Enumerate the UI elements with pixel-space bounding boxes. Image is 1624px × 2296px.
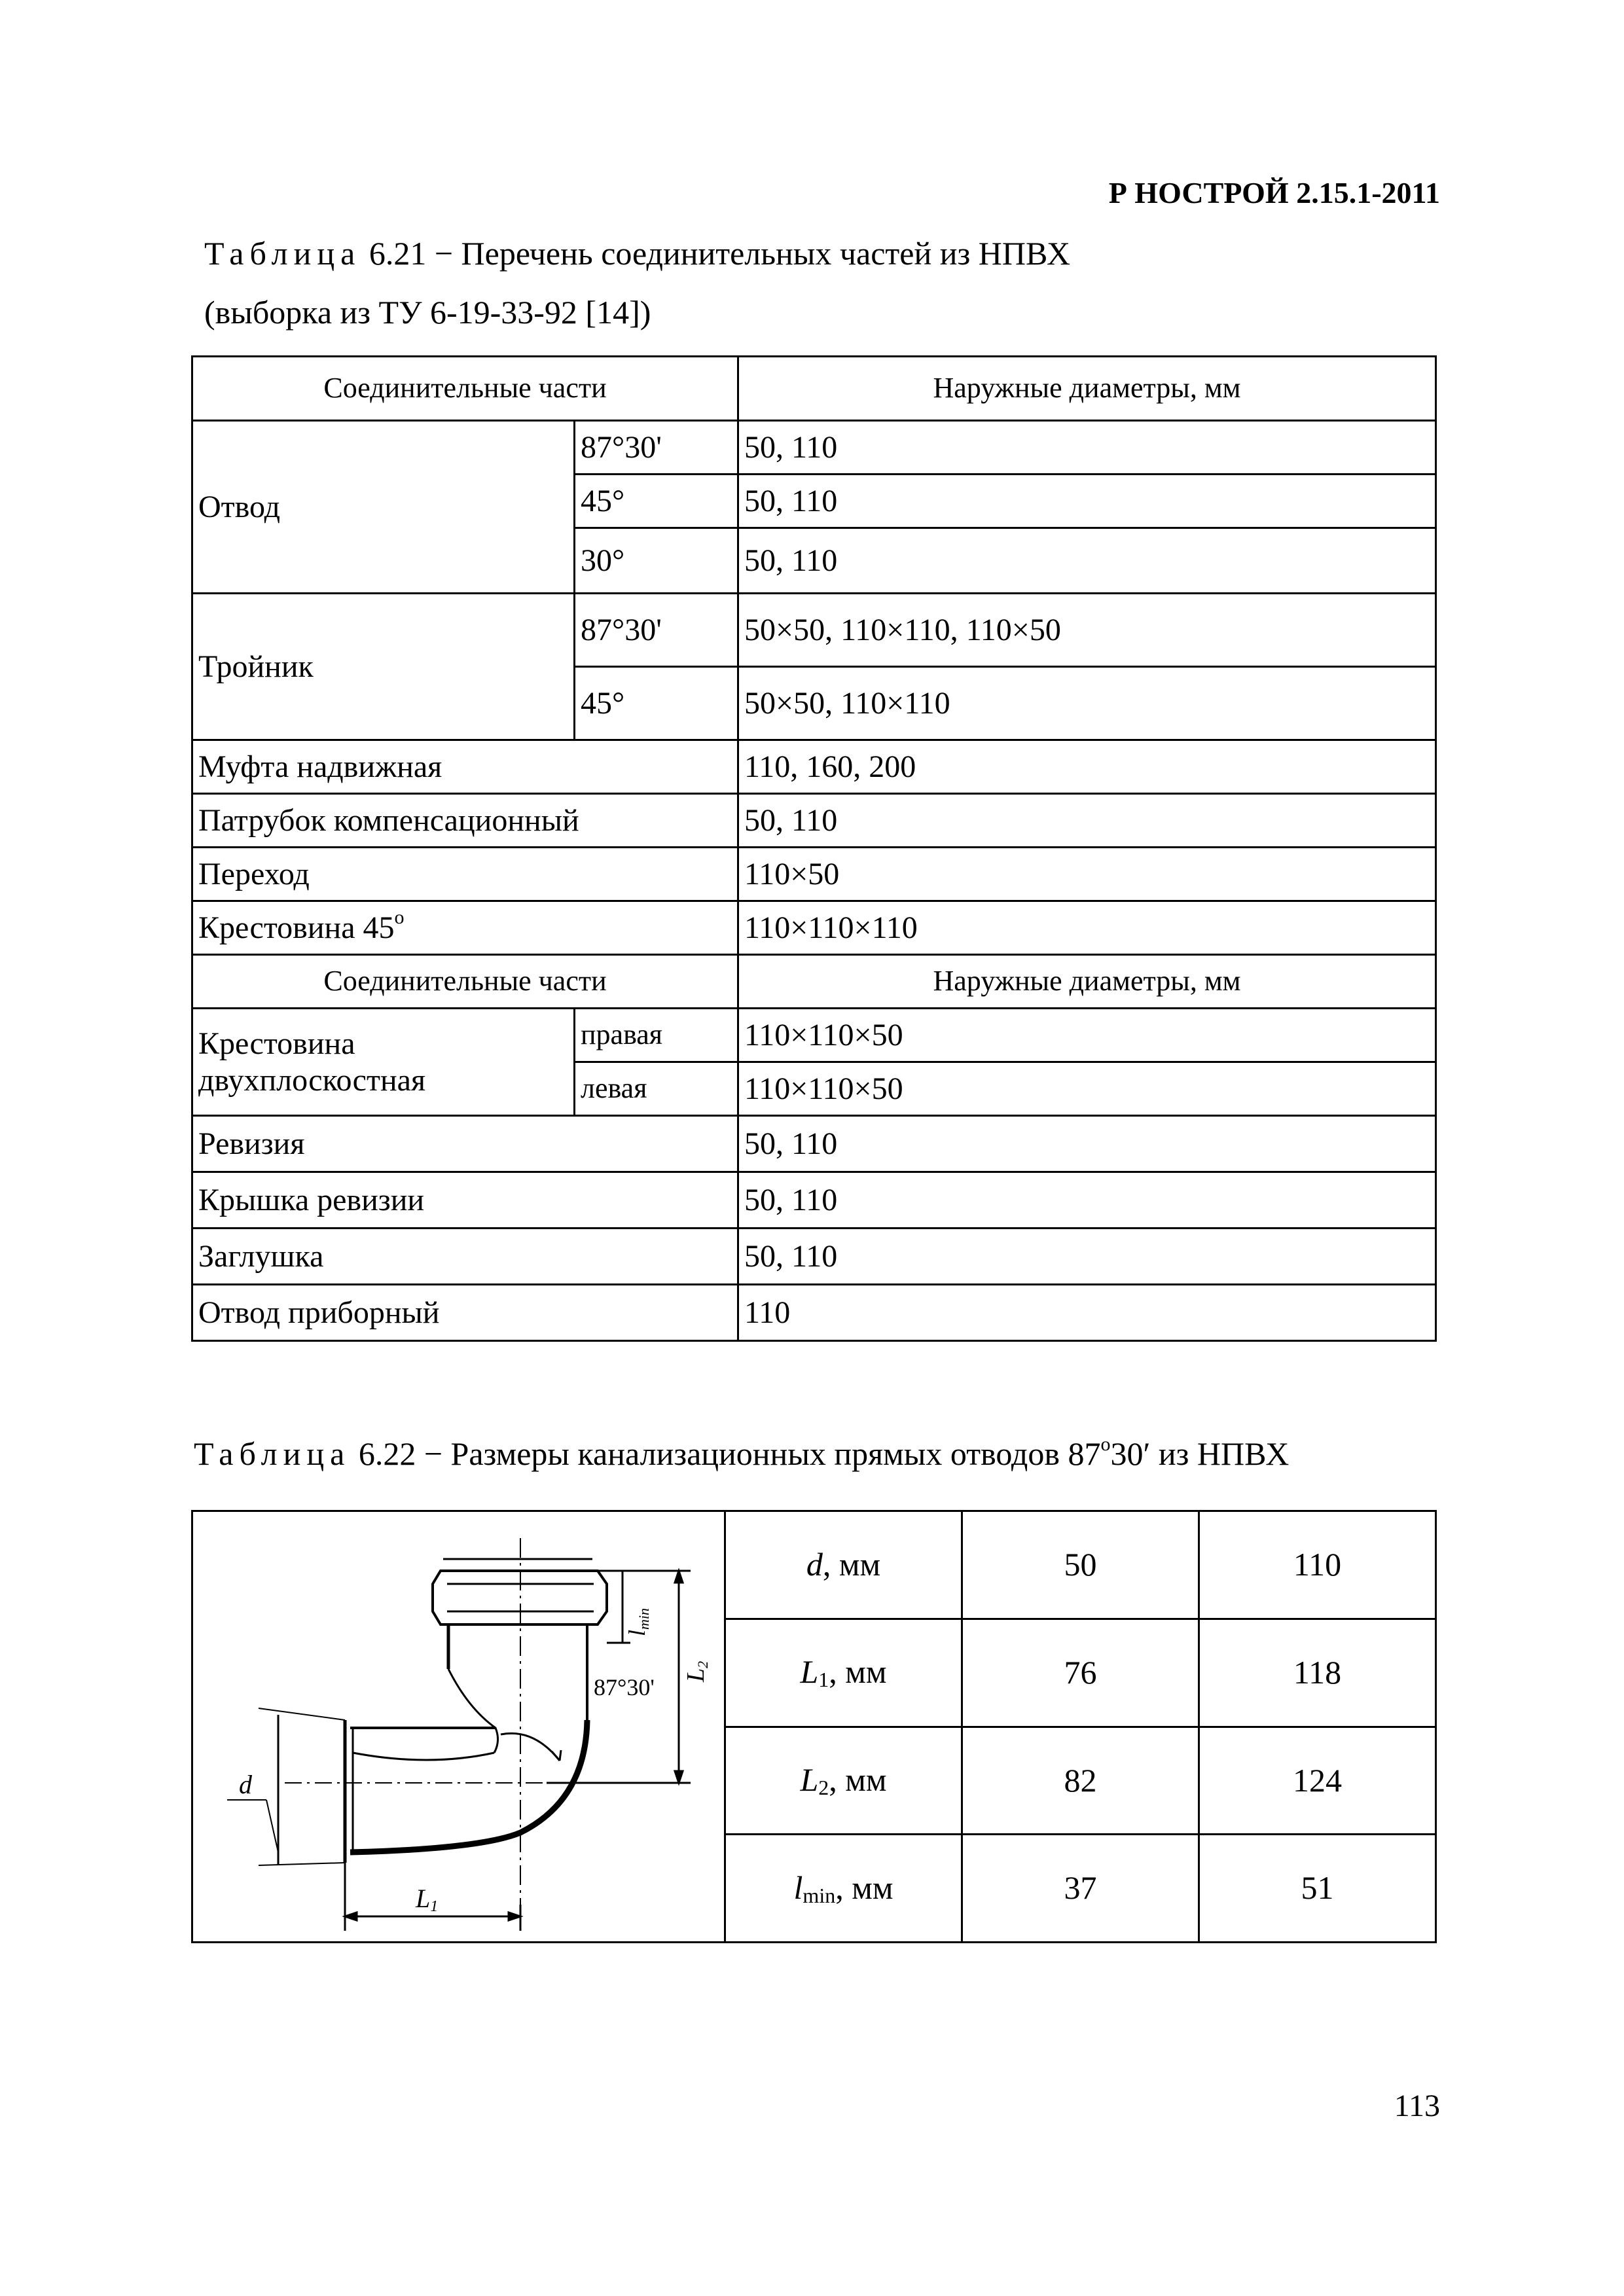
reviziya-name: Ревизия [192,1116,738,1172]
table-row [192,1511,1436,1619]
param-l1-unit: , мм [829,1653,887,1691]
zaglushka-name: Заглушка [192,1229,738,1285]
fig-label-angle: 87°30' [594,1674,655,1700]
reviziya-diam: 50, 110 [738,1116,1436,1172]
fig-label-l1-sub: 1 [430,1898,439,1915]
table1 [191,355,1437,1342]
fig-label-l2-main: L [682,1668,710,1682]
kryshka-name: Крышка ревизии [192,1172,738,1229]
param-l2-unit: , мм [829,1761,887,1798]
krest-dvuh-line1: Крестовина [198,1026,355,1062]
table-row [192,901,1436,955]
krest-dvuh-line2: двухплоскостная [198,1062,426,1098]
table-row [192,955,1436,1009]
perehod-diam: 110×50 [738,848,1436,901]
mufta-diam: 110, 160, 200 [738,740,1436,794]
troynik-name: Тройник [192,594,575,740]
param-d-unit: , мм [822,1546,881,1583]
l2-50: 82 [962,1727,1199,1835]
table2-caption-text-a: 6.22 − Размеры канализационных прямых отводов 87 [350,1435,1101,1472]
otvod-pribor-diam: 110 [738,1285,1436,1341]
param-d [725,1511,962,1619]
l1-50: 76 [962,1619,1199,1727]
table2-caption-degree: о [1100,1433,1111,1455]
param-l2 [725,1727,962,1835]
otvod-name: Отвод [192,421,575,594]
table1-caption-word: Таблица [204,235,361,272]
fig-label-l2-sub: 2 [695,1660,711,1668]
fig-label-d: d [239,1770,252,1799]
troynik-angle-1: 87°30' [575,594,738,667]
table2-caption [194,1435,1289,1473]
krest-dvuh-name [192,1009,575,1116]
krestovina45-label: Крестовина 45 [198,910,395,945]
krest-dvuh-side-2: левая [575,1062,738,1116]
table1-caption [204,234,1070,272]
mufta-name: Муфта надвижная [192,740,738,794]
document-code: Р НОСТРОЙ 2.15.1-2011 [1108,176,1440,209]
param-l1-symbol: L [800,1653,819,1691]
lmin-50: 37 [962,1835,1199,1943]
patrubok-name: Патрубок компенсационный [192,794,738,848]
kryshka-diam: 50, 110 [738,1172,1436,1229]
fig-label-l1-main: L [416,1884,431,1913]
table-row [192,421,1436,475]
troynik-angle-2: 45° [575,667,738,740]
table2-caption-text-b: 30′ из НПВХ [1110,1435,1290,1472]
fig-label-l2 [682,1661,711,1683]
zaglushka-diam: 50, 110 [738,1229,1436,1285]
param-d-symbol: d [806,1546,823,1583]
perehod-name: Переход [192,848,738,901]
l2-110: 124 [1199,1727,1436,1835]
table-row [192,848,1436,901]
table-row [192,1285,1436,1341]
table2 [191,1510,1437,1943]
table-row [192,357,1436,421]
table-row [192,1172,1436,1229]
otvod-pribor-name: Отвод приборный [192,1285,738,1341]
krest-dvuh-diam-2: 110×110×50 [738,1062,1436,1116]
elbow-drawing [193,1512,726,1941]
col-header-parts: Соединительные части [192,357,738,421]
otvod-angle-2: 45° [575,475,738,528]
fig-label-l1 [415,1884,438,1915]
param-lmin-symbol: l [793,1869,803,1906]
table-row [192,740,1436,794]
troynik-diam-2: 50×50, 110×110 [738,667,1436,740]
otvod-angle-3: 30° [575,528,738,594]
param-lmin [725,1835,962,1943]
table1-caption-line2: (выборка из ТУ 6-19-33-92 [14]) [204,294,651,331]
param-l1-sub: 1 [818,1668,829,1692]
fig-label-lmin-main: l [624,1629,650,1636]
table-row [192,794,1436,848]
otvod-angle-1: 87°30' [575,421,738,475]
lmin-110: 51 [1199,1835,1436,1943]
krest-dvuh-side-1: правая [575,1009,738,1062]
krestovina45-name [192,901,738,955]
table2-caption-word: Таблица [194,1435,351,1472]
param-lmin-unit: , мм [835,1869,893,1906]
table-row [192,1009,1436,1062]
table-row [192,1116,1436,1172]
troynik-diam-1: 50×50, 110×110, 110×50 [738,594,1436,667]
l1-110: 118 [1199,1619,1436,1727]
table-row [192,1229,1436,1285]
param-l2-sub: 2 [818,1775,829,1799]
table1-caption-text: 6.21 − Перечень соединительных частей из НПВХ [361,235,1071,272]
param-l1 [725,1619,962,1727]
col-header-parts-repeat: Соединительные части [192,955,738,1009]
page-number: 113 [1394,2089,1440,2123]
otvod-diam-1: 50, 110 [738,421,1436,475]
otvod-diam-2: 50, 110 [738,475,1436,528]
krestovina45-diam: 110×110×110 [738,901,1436,955]
param-lmin-sub: min [803,1883,836,1907]
fig-label-lmin [624,1608,652,1636]
elbow-figure-cell [192,1511,725,1943]
otvod-diam-3: 50, 110 [738,528,1436,594]
krestovina45-degree: о [394,906,405,928]
patrubok-diam: 50, 110 [738,794,1436,848]
col-header-diameters-repeat: Наружные диаметры, мм [738,955,1436,1009]
krest-dvuh-diam-1: 110×110×50 [738,1009,1436,1062]
col-header-diameters: Наружные диаметры, мм [738,357,1436,421]
param-l2-symbol: L [800,1761,819,1798]
d-110: 110 [1199,1511,1436,1619]
fig-label-lmin-sub: min [636,1607,652,1630]
table-row [192,594,1436,667]
d-50: 50 [962,1511,1199,1619]
